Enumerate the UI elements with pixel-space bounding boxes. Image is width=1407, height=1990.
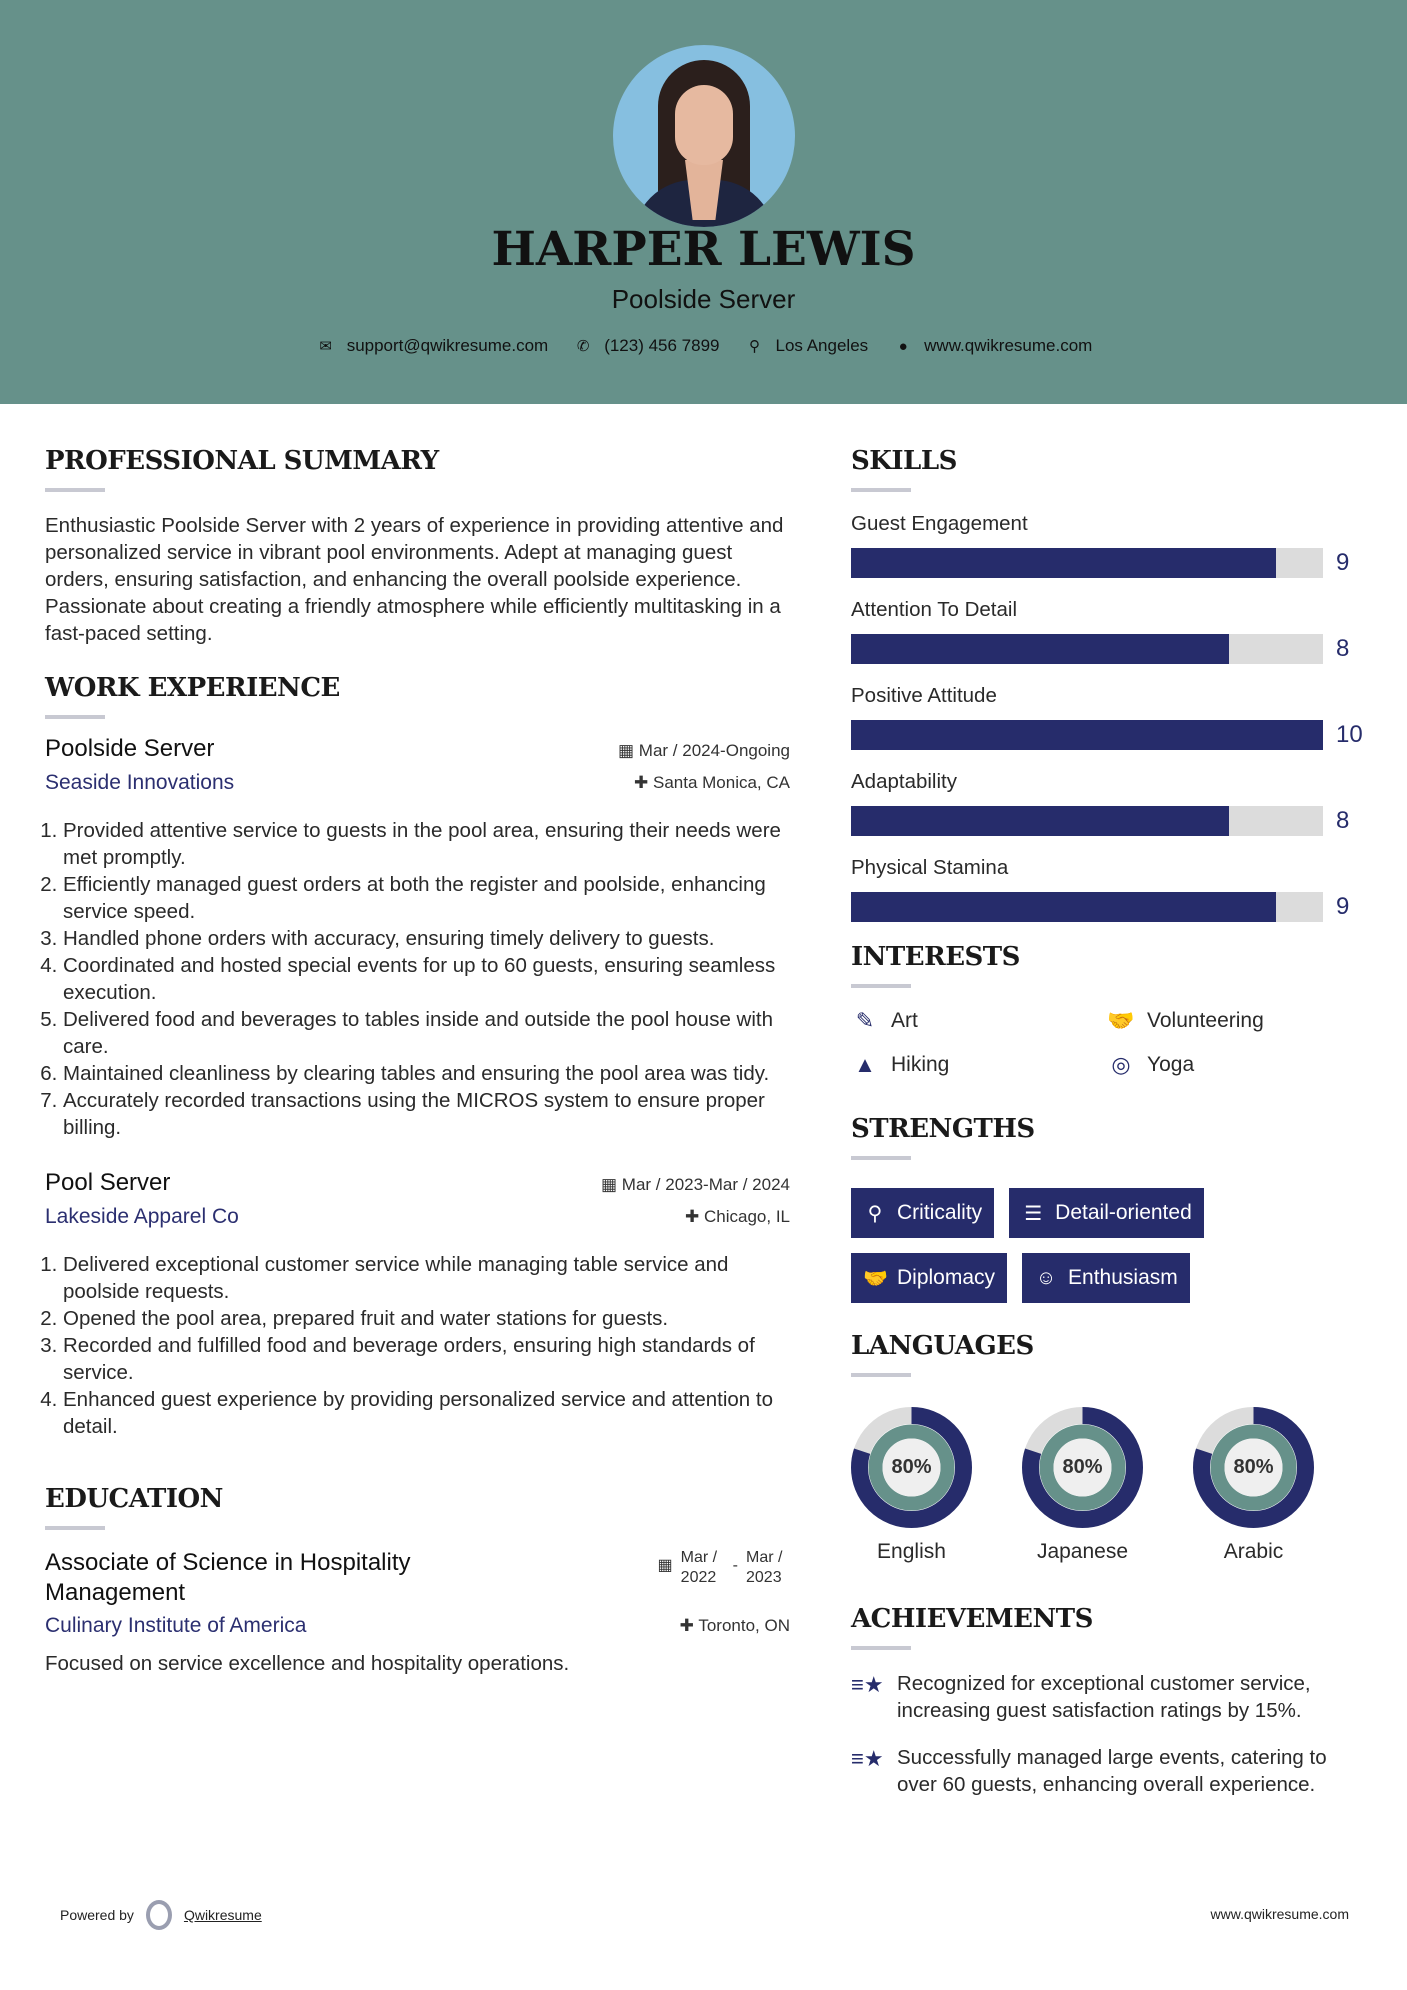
handshake-icon: 🤝 [863, 1267, 888, 1290]
job-title: Pool Server [45, 1169, 171, 1196]
contact-bar [0, 336, 1407, 356]
skill-value: 8 [1336, 635, 1350, 662]
footer-url[interactable]: www.qwikresume.com [1210, 1906, 1349, 1922]
skill-value: 8 [1336, 807, 1350, 834]
list-item: 1. Provided attentive service to guests in the pool area, ensuring their needs were met promptly. [63, 817, 790, 871]
list-item: 5. Delivered food and beverages to tables inside and outside the pool house with care. [63, 1006, 790, 1060]
list-item: 3. Recorded and fulfilled food and beverage orders, ensuring high standards of service. [63, 1332, 790, 1386]
skill-bar-fill [851, 892, 1276, 922]
language-item [1022, 1407, 1143, 1564]
globe-icon: ● [898, 337, 908, 355]
skill-item [851, 770, 1371, 836]
contact-website[interactable]: www.qwikresume.com [924, 336, 1093, 355]
job-date: ▦ Mar / 2023-Mar / 2024 [601, 1175, 790, 1194]
skill-bar-fill [851, 806, 1229, 836]
section-divider [851, 1646, 911, 1650]
section-divider [851, 488, 911, 492]
language-item [1193, 1407, 1314, 1564]
life-ring-icon: ◎ [1111, 1052, 1131, 1077]
profile-photo [613, 45, 795, 227]
skills-list [851, 512, 1371, 922]
right-column [851, 404, 1371, 1798]
skill-value: 10 [1336, 721, 1363, 748]
language-item [851, 1407, 972, 1564]
interest-item: ✎ Art [851, 1008, 1107, 1034]
skill-item [851, 598, 1371, 664]
language-name: Arabic [1223, 1540, 1284, 1563]
education-heading: EDUCATION [45, 1484, 223, 1514]
company-name: Lakeside Apparel Co [45, 1205, 239, 1228]
candidate-role: Poolside Server [611, 284, 796, 314]
interests-list [851, 1008, 1371, 1078]
job-entry [45, 1169, 790, 1440]
skill-bar-track [851, 720, 1323, 750]
interests-heading: INTERESTS [851, 942, 1020, 972]
language-donut: 80% [1022, 1407, 1143, 1528]
list-item: 3. Handled phone orders with accuracy, ensuring timely delivery to guests. [63, 925, 790, 952]
envelope-icon: ✉ [319, 338, 332, 355]
pushpin-icon: ✚ [679, 1616, 699, 1635]
section-divider [851, 984, 911, 988]
languages-list [851, 1407, 1371, 1564]
education-entry [45, 1548, 790, 1676]
degree-title: Associate of Science in Hospitality Management [45, 1549, 411, 1606]
strength-chip: ☺ Enthusiasm [1022, 1253, 1190, 1303]
interest-item: ▲ Hiking [851, 1052, 1107, 1078]
list-item: 6. Maintained cleanliness by clearing tables and ensuring the pool area was tidy. [63, 1060, 790, 1087]
achievements-list [851, 1670, 1371, 1798]
education-date: ▦ Mar / 2022 - Mar / 2023 [657, 1549, 783, 1586]
pushpin-icon: ✚ [634, 773, 653, 792]
company-name: Seaside Innovations [45, 771, 235, 794]
language-donut: 80% [1193, 1407, 1314, 1528]
map-pin-icon: ⚲ [749, 338, 761, 355]
list-item: 4. Coordinated and hosted special events for up to 60 guests, ensuring seamless execution. [63, 952, 790, 1006]
skill-bar-track [851, 634, 1323, 664]
job-entry [45, 735, 790, 1141]
experience-heading: WORK EXPERIENCE [45, 673, 340, 703]
list-item: 1. Delivered exceptional customer service while managing table service and poolside requests. [63, 1251, 790, 1305]
skill-name: Physical Stamina [851, 856, 1009, 879]
skill-value: 9 [1336, 549, 1350, 576]
powered-by: Powered by Qwikresume [60, 1900, 262, 1930]
skill-value: 9 [1336, 893, 1350, 920]
skill-bar-track [851, 892, 1323, 922]
skill-bar-track [851, 806, 1323, 836]
skill-name: Attention To Detail [851, 598, 1018, 621]
skill-item [851, 684, 1371, 750]
strength-chip: 🤝 Diplomacy [851, 1253, 1007, 1303]
job-location: ✚ Chicago, IL [685, 1207, 790, 1226]
summary-heading: PROFESSIONAL SUMMARY [45, 446, 439, 476]
skill-bar-fill [851, 548, 1276, 578]
languages-heading: LANGUAGES [851, 1331, 1034, 1361]
achievements-heading: ACHIEVEMENTS [851, 1604, 1093, 1634]
section-divider [45, 488, 105, 492]
education-location: ✚ Toronto, ON [679, 1616, 790, 1635]
language-name: English [877, 1540, 946, 1563]
shooting-star-icon: ≡★ [851, 1672, 884, 1697]
job-title: Poolside Server [45, 735, 215, 762]
skill-item [851, 856, 1371, 922]
achievement-item: ≡★ Successfully managed large events, catering to over 60 guests, enhancing overall experience. [851, 1746, 1327, 1796]
contact-location: Los Angeles [775, 336, 869, 355]
strengths-heading: STRENGTHS [851, 1114, 1035, 1144]
contact-email[interactable]: support@qwikresume.com [346, 336, 549, 355]
skill-item [851, 512, 1371, 578]
section-divider [851, 1156, 911, 1160]
search-icon: ⚲ [867, 1202, 883, 1225]
strengths-list [851, 1188, 1351, 1303]
strength-chip: ☰ Detail-oriented [1009, 1188, 1204, 1238]
language-name: Japanese [1036, 1540, 1129, 1563]
list-item: 2. Opened the pool area, prepared fruit and water stations for guests. [63, 1305, 790, 1332]
tree-icon: ▲ [854, 1052, 876, 1077]
job-location: ✚ Santa Monica, CA [634, 773, 790, 792]
skill-bar-fill [851, 720, 1323, 750]
left-column [45, 404, 790, 1676]
section-divider [45, 715, 105, 719]
skill-name: Guest Engagement [851, 512, 1028, 535]
skills-heading: SKILLS [851, 446, 957, 476]
skill-name: Adaptability [851, 770, 957, 793]
job-bullets [45, 817, 790, 1141]
qwikresume-logo-icon [146, 1900, 172, 1930]
contact-phone[interactable]: (123) 456 7899 [604, 336, 720, 355]
calendar-icon: ▦ [618, 741, 639, 760]
section-divider [851, 1373, 911, 1377]
list-item: 4. Enhanced guest experience by providing personalized service and attention to detail. [63, 1386, 790, 1440]
achievement-item: ≡★ Recognized for exceptional customer service, increasing guest satisfaction ratings by 15%. [851, 1672, 1311, 1722]
interest-item: 🤝 Volunteering [1107, 1008, 1264, 1033]
resume-header [0, 0, 1407, 404]
list-item: 2. Efficiently managed guest orders at both the register and poolside, enhancing service speed. [63, 871, 790, 925]
education-description: Focused on service excellence and hospitality operations. [45, 1652, 570, 1675]
skill-bar-fill [851, 634, 1229, 664]
candidate-name: HARPER LEWIS [491, 222, 916, 277]
phone-icon: ✆ [576, 338, 590, 355]
strength-chip: ⚲ Criticality [851, 1188, 994, 1238]
calendar-icon: ▦ [601, 1175, 622, 1194]
list-icon: ☰ [1024, 1202, 1043, 1225]
handshake-icon: 🤝 [1107, 1008, 1135, 1033]
skill-name: Positive Attitude [851, 684, 997, 707]
smile-icon: ☺ [1035, 1266, 1057, 1289]
skill-bar-track [851, 548, 1323, 578]
job-date: ▦ Mar / 2024-Ongoing [618, 741, 790, 760]
language-donut: 80% [851, 1407, 972, 1528]
pushpin-icon: ✚ [685, 1207, 704, 1226]
list-item: 7. Accurately recorded transactions using the MICROS system to ensure proper billing. [63, 1087, 790, 1141]
paintbrush-icon: ✎ [855, 1008, 875, 1033]
job-bullets [45, 1251, 790, 1440]
school-name: Culinary Institute of America [45, 1614, 307, 1637]
calendar-icon: ▦ [657, 1557, 673, 1574]
shooting-star-icon: ≡★ [851, 1746, 884, 1771]
qwikresume-link[interactable]: Qwikresume [183, 1907, 262, 1923]
interest-item: ◎ Yoga [1107, 1052, 1357, 1078]
summary-text: Enthusiastic Poolside Server with 2 years of experience in providing attentive and personalized service in vibrant pool environments. Adept at managing guest orders, ensuring satisfaction, and enhancing the overall poolside experience. Passionate about creating a friendly atmosphere while efficiently multitasking in a fast-paced setting. [45, 514, 784, 645]
section-divider [45, 1526, 105, 1530]
